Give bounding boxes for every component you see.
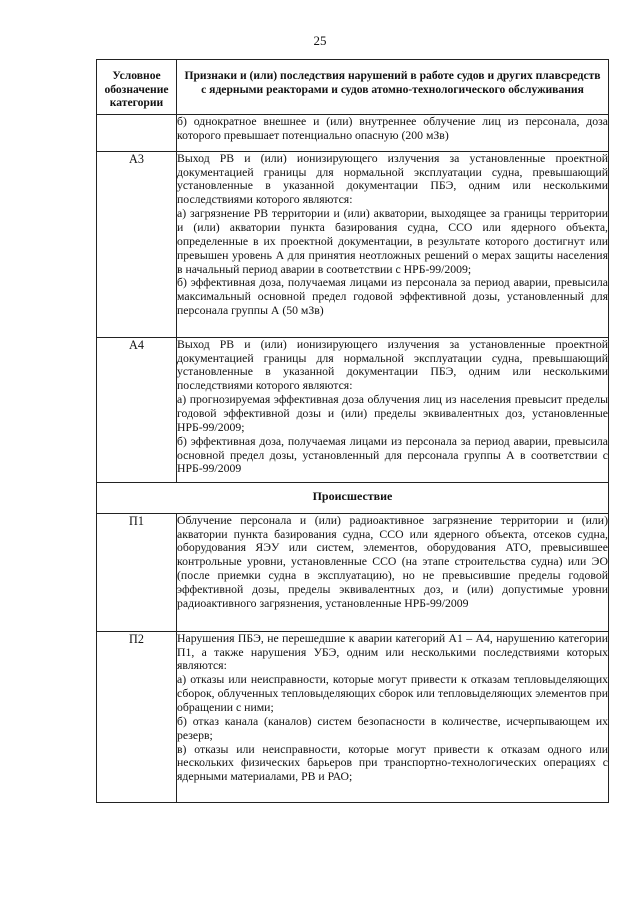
category-code-empty <box>97 114 177 151</box>
description-cell <box>177 337 609 482</box>
item-b-text: б) эффективная доза, получаемая лицами из персонала за период аварии, превысила основной предел дозы, установленный для персонала группы А в соответствии с НРБ-99/2009 <box>177 434 608 476</box>
table-row-a3 <box>97 151 609 337</box>
description-cell <box>177 151 609 337</box>
violations-table <box>96 59 609 803</box>
category-code: А3 <box>97 151 177 337</box>
category-code: П1 <box>97 513 177 631</box>
table-row-a4 <box>97 337 609 482</box>
table-header-row <box>97 60 609 115</box>
item-a-text: а) загрязнение РВ территории и (или) акватории, выходящее за границы территории и (или) акватории пункта базирования судна, ССО или ядерного объекта, определенные в их проектной документации, в результате которого достигнут или превышен уровень А для принятия неотложных решений о мерах защиты населения в начальный период аварии в соответствии с НРБ-99/2009; <box>177 207 608 276</box>
section-title: Происшествие <box>312 488 393 503</box>
section-cell <box>97 482 609 513</box>
intro-text: Выход РВ и (или) ионизирующего излучения за установленные проектной документацией границы для нормальной эксплуатации судна, превышающий установленные в указанной документации ПБЭ, одним или несколькими последствиями которого являются: <box>177 151 608 207</box>
page-number: 25 <box>313 33 327 48</box>
item-a-text: а) отказы или неисправности, которые могут привести к отказам тепловыделяющих сборок, облученных тепловыделяющих сборок или тепловыделяющих элементов при обращении с ними; <box>177 673 608 714</box>
description-cell <box>177 631 609 802</box>
item-c-text: в) отказы или неисправности, которые могут привести к отказам одного или нескольких физических барьеров при транспортно-технологических операциях с ядерными материалами, РВ и РАО; <box>177 742 608 784</box>
intro-text: Нарушения ПБЭ, не перешедшие к аварии категорий А1 – А4, нарушению категории П1, а также нарушения УБЭ, одним или несколькими последствиями которых являются: <box>177 631 608 673</box>
header-signs-cell <box>177 60 609 115</box>
item-b-text: б) отказ канала (каналов) систем безопасности в количестве, исчерпывающем их резерв; <box>177 714 608 742</box>
description-cell <box>177 114 609 151</box>
intro-text: Выход РВ и (или) ионизирующего излучения за установленные проектной документацией границы для нормальной эксплуатации судна, превышающий установленные в указанной документации ПБЭ, одним или несколькими последствиями которого являются: <box>177 337 608 393</box>
header-category-cell <box>97 60 177 115</box>
item-b-text: б) однократное внешнее и (или) внутреннее облучение лиц из персонала, доза которого превышает потенциально опасную (200 мЗв) <box>177 114 608 142</box>
item-a-text: а) прогнозируемая эффективная доза облучения лиц из населения превысит пределы годовой эффективной дозы и (или) пределы эквивалентных доз, установленные НРБ-99/2009; <box>177 393 608 434</box>
table-row-p1 <box>97 513 609 631</box>
category-code: А4 <box>97 337 177 482</box>
description-text: Облучение персонала и (или) радиоактивное загрязнение территории и (или) акватории пункта базирования судна, ССО или ядерного объекта, отсеков судна, оборудования ЯЭУ или систем, элементов, оборудования АТО, превысившее контрольные уровни, установленные ССО (на этапе строительства судна) или ЭО (после приемки судна в эксплуатацию), но не превысившие пределы годовой эффективной дозы, пределы эквивалентных доз, и (или) допустимые уровни радиоактивного загрязнения, установленные НРБ-99/2009 <box>177 513 608 610</box>
header-category-label: Условное обозначение категории <box>104 69 169 110</box>
section-row-incident <box>97 482 609 513</box>
table-row-continuation <box>97 114 609 151</box>
description-cell <box>177 513 609 631</box>
category-code: П2 <box>97 631 177 802</box>
item-b-text: б) эффективная доза, получаемая лицами из персонала за период аварии, превысила максимальный основной предел годовой эффективной дозы, установленный для персонала группы А (50 мЗв) <box>177 276 608 318</box>
header-signs-label: Признаки и (или) последствия нарушений в работе судов и других плавсредств с ядерными реакторами и судов атомно-технологического обслуживания <box>184 69 601 96</box>
table-row-p2 <box>97 631 609 802</box>
